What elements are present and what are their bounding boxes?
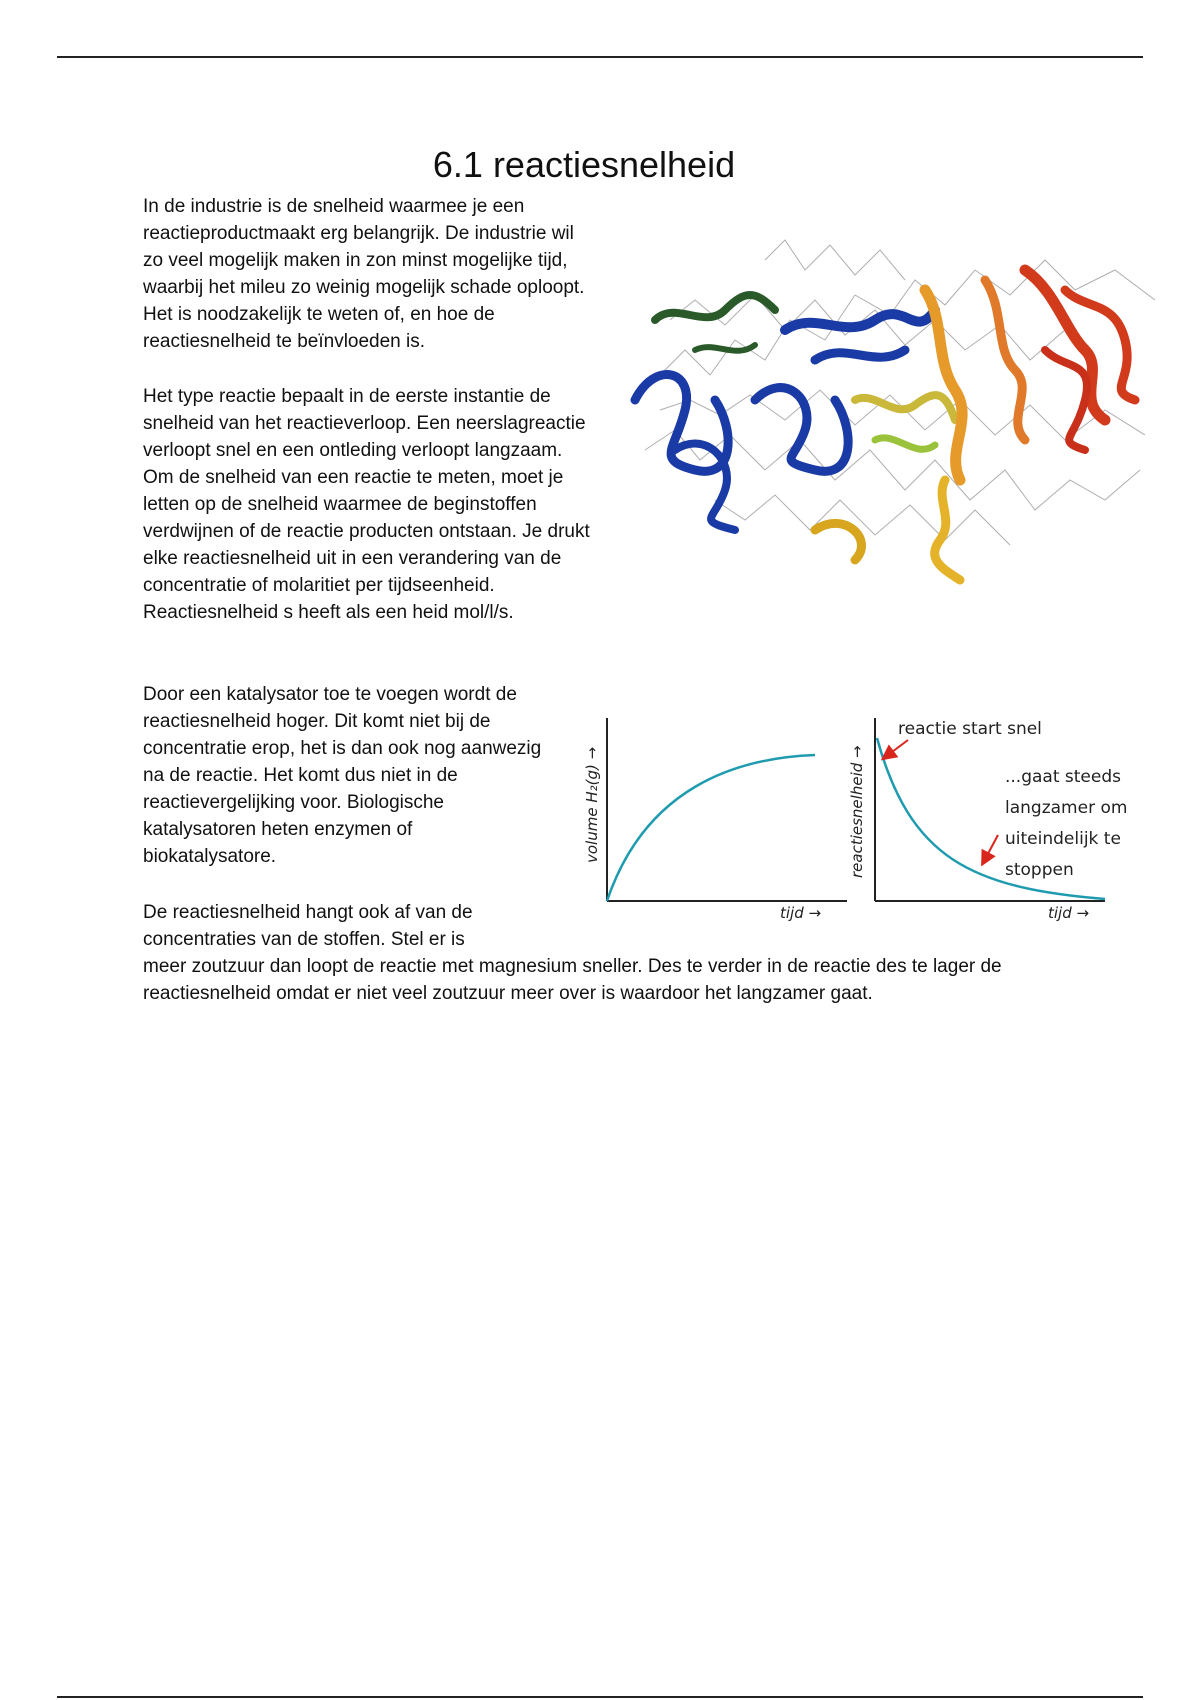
paragraph-concentration-lead: De reactiesnelheid hangt ook af van de concentraties van de stoffen. Stel er is: [143, 902, 473, 950]
arrow-slow: [983, 835, 998, 863]
annotation-start-fast: reactie start snel: [898, 719, 1042, 739]
y-axis-label: volume H₂(g) →: [583, 746, 601, 863]
bottom-rule: [57, 1696, 1143, 1698]
x-axis-label: tijd →: [1048, 904, 1090, 922]
protein-ribbons: [635, 270, 1135, 580]
y-axis-label: reactiesnelheid →: [848, 745, 866, 878]
paragraph-industry: In de industrie is de snelheid waarmee je een reactieproductmaakt erg belangrijk. De industrie wil zo veel mogelijk maken in zon minst mogelijke tijd, waarbij het mileu zo weinig mogelijk schade oploopt. Het is noodzakelijk te weten of, en hoe de reactiesnelheid te beïnvloeden is.: [143, 196, 585, 352]
x-axis-label: tijd →: [780, 904, 822, 922]
volume-curve: [607, 755, 815, 901]
graph-rate-vs-time: [840, 708, 1150, 938]
annotation-slower-line4: stoppen: [1005, 860, 1074, 880]
page-title: 6.1 reactiesnelheid: [432, 144, 736, 185]
annotation-slower-line2: langzamer om: [1005, 798, 1128, 818]
top-rule: [57, 56, 1143, 58]
annotation-slower-line1: ...gaat steeds: [1005, 767, 1121, 787]
paragraph-reaction-type: Het type reactie bepaalt in de eerste instantie de snelheid van het reactieverloop. Een neerslagreactie verloopt snel en een ontleding verloopt langzaam. Om de snelheid van een reactie te meten, moet je letten op de snelheid waarmee de beginstoffen verdwijnen of de reactie producten ontstaan. Je drukt elke reactiesnelheid uit in een verandering van de concentratie of molaritiet per tijdseenheid. Reactiesnelheid s heeft als een heid mol/l/s.: [143, 386, 590, 623]
paragraph-catalyst: Door een katalysator toe te voegen wordt de reactiesnelheid hoger. Dit komt niet bij de concentratie erop, het is dan ook nog aanwezig na de reactie. Het komt dus niet in de reactievergelijking voor. Biologische katalysatoren heten enzymen of biokatalysatore.: [143, 684, 542, 867]
arrow-start: [884, 740, 908, 758]
annotation-slower-line3: uiteindelijk te: [1005, 829, 1121, 849]
graph-volume-vs-time: [575, 708, 860, 938]
paragraph-concentration-rest: meer zoutzuur dan loopt de reactie met magnesium sneller. Des te verder in de reactie des te lager de reactiesnelheid omdat er niet veel zoutzuur meer over is waardoor het langzamer gaat.: [143, 956, 1002, 1004]
protein-structure-image: [615, 200, 1180, 620]
